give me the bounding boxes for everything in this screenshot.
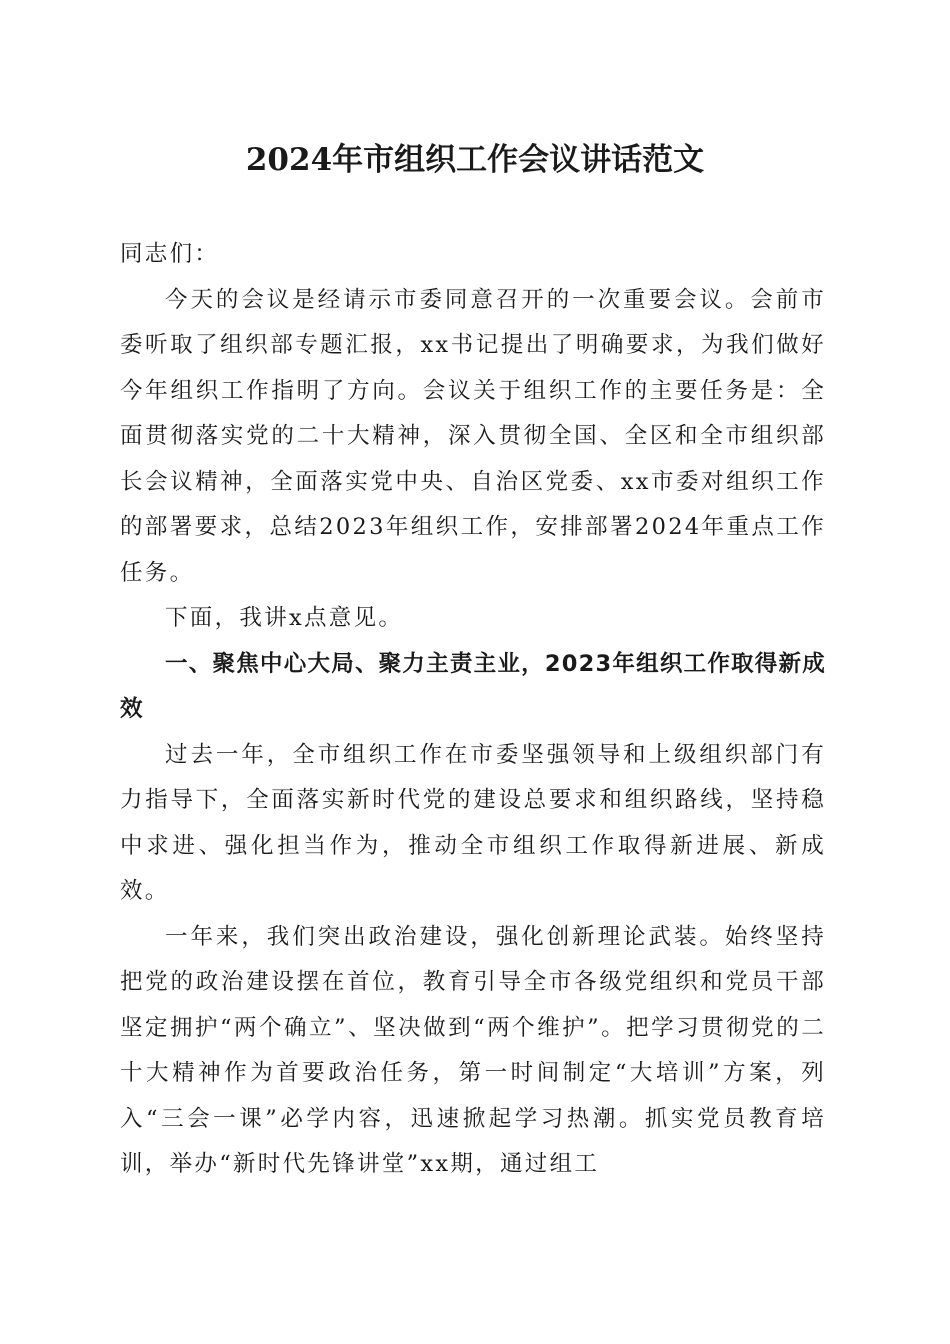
- section-heading: 一、聚焦中心大局、聚力主责主业，2023年组织工作取得新成效: [120, 650, 826, 722]
- outline-paragraph: 下面，我讲x点意见。: [165, 605, 404, 631]
- section-paragraph: 过去一年，全市组织工作在市委坚强领导和上级组织部门有力指导下，全面落实新时代党的建设总要求和组织路线，坚持稳中求进、强化担当作为，推动全市组织工作取得新进展、新成效。: [120, 741, 826, 904]
- document-title: 2024年市组织工作会议讲话范文: [245, 142, 705, 178]
- salutation: 同志们：: [120, 241, 220, 267]
- document-body: [120, 232, 826, 1188]
- section-paragraph: 一年来，我们突出政治建设，强化创新理论武装。始终坚持把党的政治建设摆在首位，教育引导全市各级党组织和党员干部坚定拥护“两个确立”、坚决做到“两个维护”。把学习贯彻党的二十大精神作为首要政治任务，第一时间制定“大培训”方案，列入“三会一课”必学内容，迅速掀起学习热潮。抓实党员教育培训，举办“新时代先锋讲堂”xx期，通过组工: [120, 923, 826, 1177]
- intro-paragraph: 今天的会议是经请示市委同意召开的一次重要会议。会前市委听取了组织部专题汇报，xx书记提出了明确要求，为我们做好今年组织工作指明了方向。会议关于组织工作的主要任务是：全面贯彻落实党的二十大精神，深入贯彻全国、全区和全市组织部长会议精神，全面落实党中央、自治区党委、xx市委对组织工作的部署要求，总结2023年组织工作，安排部署2024年重点工作任务。: [120, 286, 826, 586]
